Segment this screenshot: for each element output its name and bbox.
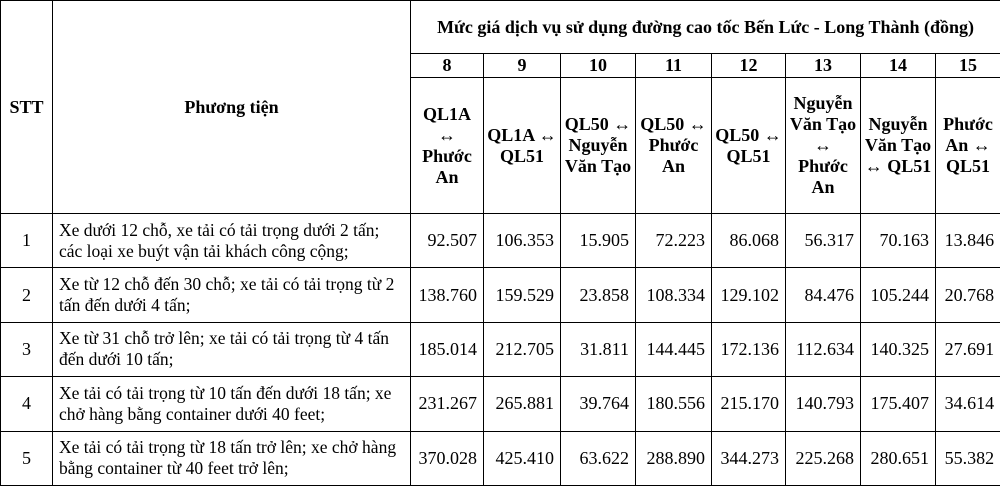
price-cell: 56.317 (786, 214, 861, 268)
table-row (1, 377, 1000, 431)
price-cell: 55.382 (936, 431, 1000, 485)
price-cell: 140.325 (861, 322, 936, 376)
table-row (1, 268, 1000, 322)
table-row (1, 322, 1000, 376)
price-cell: 84.476 (786, 268, 861, 322)
price-cell: 159.529 (484, 268, 561, 322)
price-cell: 344.273 (712, 431, 786, 485)
column-number: 13 (786, 54, 861, 78)
column-number: 9 (484, 54, 561, 78)
price-cell: 34.614 (936, 377, 1000, 431)
route-header: QL1A ↔ QL51 (484, 78, 561, 214)
price-cell: 72.223 (636, 214, 712, 268)
price-cell: 70.163 (861, 214, 936, 268)
row-stt: 5 (1, 431, 53, 485)
route-header: Phước An ↔ QL51 (936, 78, 1000, 214)
price-cell: 180.556 (636, 377, 712, 431)
price-cell: 63.622 (561, 431, 636, 485)
row-stt: 4 (1, 377, 53, 431)
table-row (1, 214, 1000, 268)
price-cell: 212.705 (484, 322, 561, 376)
row-vehicle: Xe từ 12 chỗ đến 30 chỗ; xe tải có tải trọng từ 2 tấn đến dưới 4 tấn; (53, 268, 411, 322)
route-header: QL50 ↔ Nguyễn Văn Tạo (561, 78, 636, 214)
column-number: 11 (636, 54, 712, 78)
price-cell: 86.068 (712, 214, 786, 268)
row-vehicle: Xe từ 31 chỗ trở lên; xe tải có tải trọng từ 4 tấn đến dưới 10 tấn; (53, 322, 411, 376)
row-stt: 1 (1, 214, 53, 268)
price-cell: 144.445 (636, 322, 712, 376)
price-cell: 185.014 (411, 322, 484, 376)
price-title-header: Mức giá dịch vụ sử dụng đường cao tốc Bến Lức - Long Thành (đồng) (411, 1, 1000, 54)
price-cell: 231.267 (411, 377, 484, 431)
price-cell: 106.353 (484, 214, 561, 268)
price-cell: 23.858 (561, 268, 636, 322)
column-number: 12 (712, 54, 786, 78)
price-cell: 138.760 (411, 268, 484, 322)
row-vehicle: Xe tải có tải trọng từ 10 tấn đến dưới 18 tấn; xe chở hàng bằng container dưới 40 feet; (53, 377, 411, 431)
price-cell: 175.407 (861, 377, 936, 431)
route-header: Nguyễn Văn Tạo ↔ QL51 (861, 78, 936, 214)
price-cell: 20.768 (936, 268, 1000, 322)
price-cell: 15.905 (561, 214, 636, 268)
price-cell: 172.136 (712, 322, 786, 376)
price-cell: 129.102 (712, 268, 786, 322)
price-cell: 39.764 (561, 377, 636, 431)
price-cell: 370.028 (411, 431, 484, 485)
vehicle-header: Phương tiện (53, 1, 411, 214)
price-cell: 27.691 (936, 322, 1000, 376)
price-cell: 92.507 (411, 214, 484, 268)
price-cell: 31.811 (561, 322, 636, 376)
route-header: Nguyễn Văn Tạo ↔ Phước An (786, 78, 861, 214)
price-cell: 280.651 (861, 431, 936, 485)
price-cell: 225.268 (786, 431, 861, 485)
price-cell: 425.410 (484, 431, 561, 485)
price-cell: 288.890 (636, 431, 712, 485)
price-cell: 265.881 (484, 377, 561, 431)
route-header: QL50 ↔ Phước An (636, 78, 712, 214)
column-number: 10 (561, 54, 636, 78)
row-stt: 2 (1, 268, 53, 322)
price-cell: 105.244 (861, 268, 936, 322)
price-cell: 215.170 (712, 377, 786, 431)
row-stt: 3 (1, 322, 53, 376)
stt-header: STT (1, 1, 53, 214)
row-vehicle: Xe tải có tải trọng từ 18 tấn trở lên; xe chở hàng bằng container từ 40 feet trở lên; (53, 431, 411, 485)
route-header: QL1A ↔ Phước An (411, 78, 484, 214)
price-cell: 108.334 (636, 268, 712, 322)
column-number: 8 (411, 54, 484, 78)
route-header: QL50 ↔ QL51 (712, 78, 786, 214)
price-cell: 140.793 (786, 377, 861, 431)
table-row (1, 431, 1000, 485)
row-vehicle: Xe dưới 12 chỗ, xe tải có tải trọng dưới 2 tấn; các loại xe buýt vận tải khách công cộng; (53, 214, 411, 268)
column-number: 15 (936, 54, 1000, 78)
price-cell: 112.634 (786, 322, 861, 376)
column-number: 14 (861, 54, 936, 78)
price-cell: 13.846 (936, 214, 1000, 268)
